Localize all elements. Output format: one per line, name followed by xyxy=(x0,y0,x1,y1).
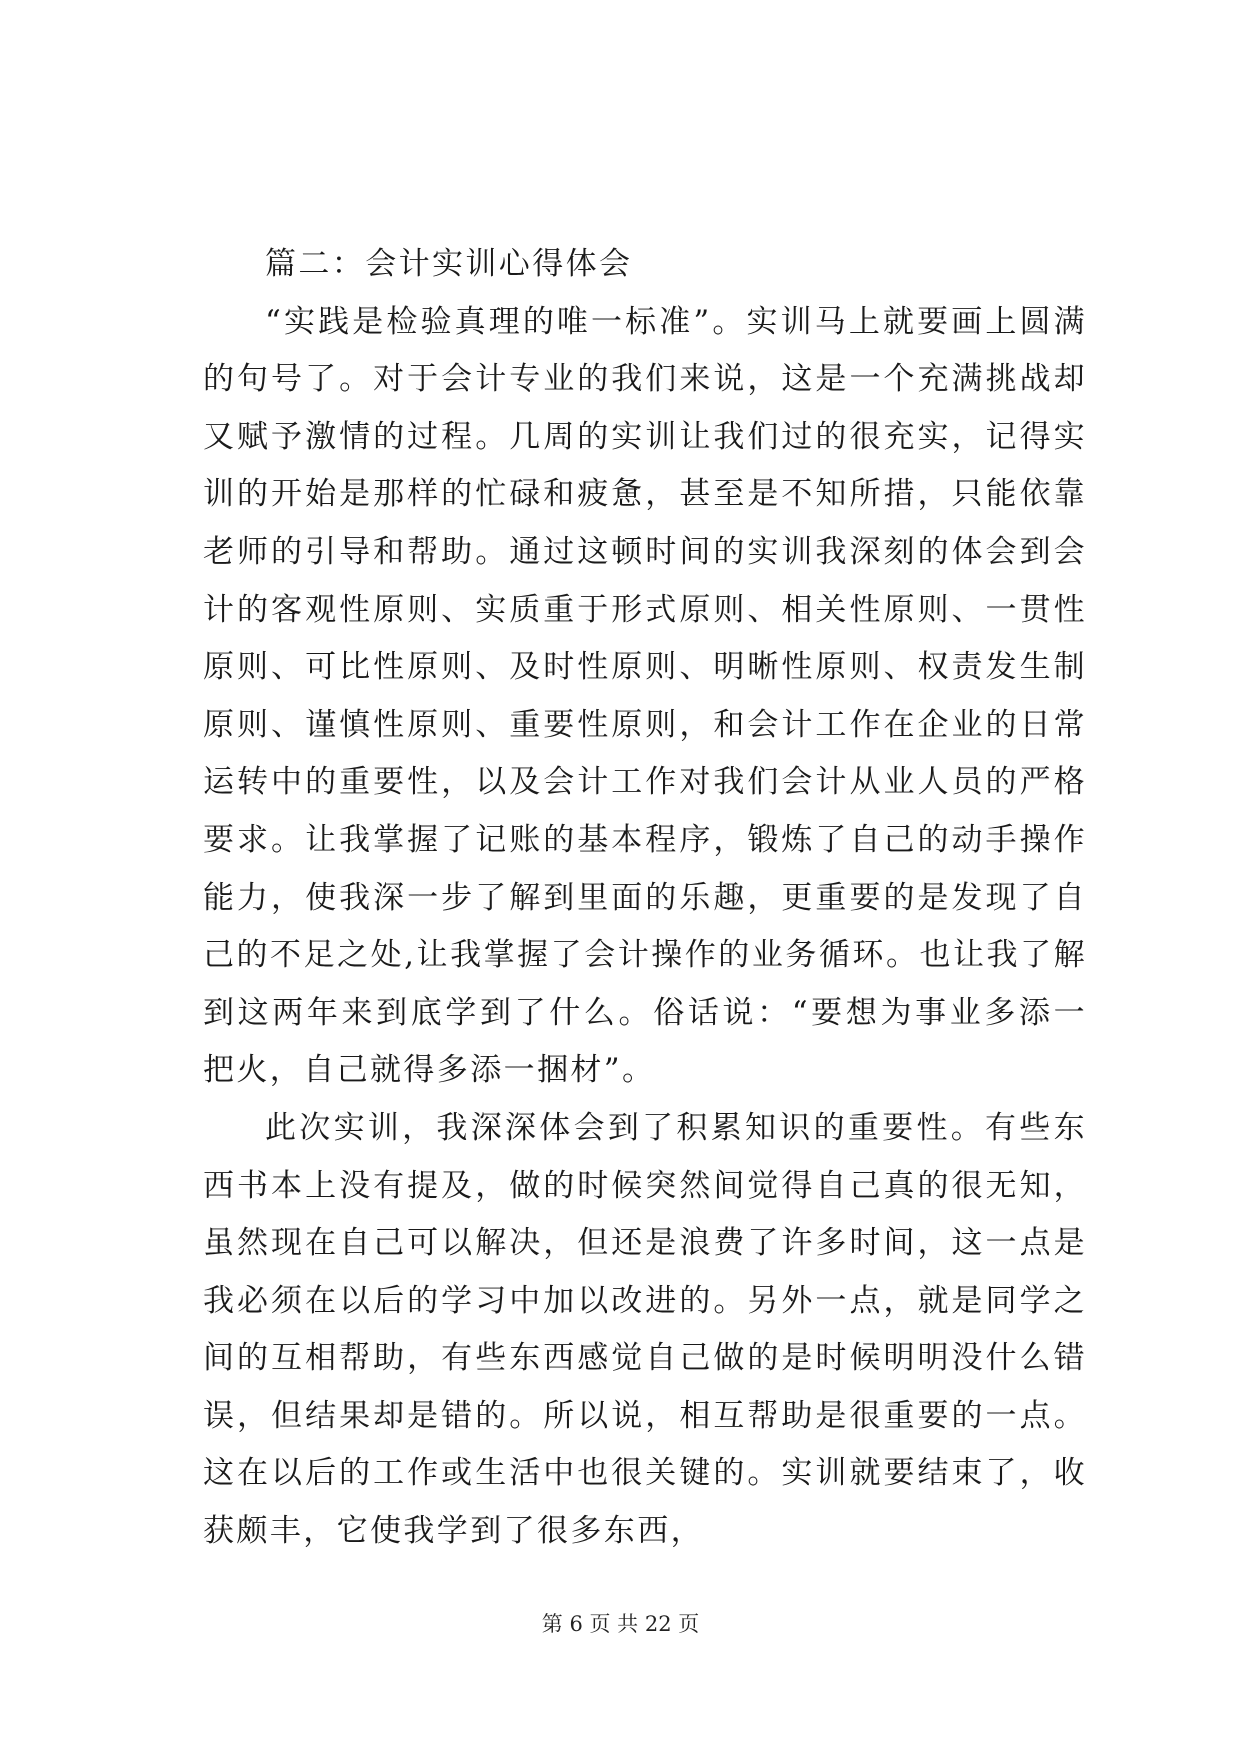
paragraph: “实践是检验真理的唯一标准”。实训马上就要画上圆满的句号了。对于会计专业的我们来说，这是一个充满挑战却又赋予激情的过程。几周的实训让我们过的很充实，记得实训的开始是那样的忙碌和疲惫，甚至是不知所措，只能依靠老师的引导和帮助。通过这顿时间的实训我深刻的体会到会计的客观性原则、实质重于形式原则、相关性原则、一贯性原则、可比性原则、及时性原则、明晰性原则、权责发生制原则、谨慎性原则、重要性原则，和会计工作在企业的日常运转中的重要性，以及会计工作对我们会计从业人员的严格要求。让我掌握了记账的基本程序，锻炼了自己的动手操作能力，使我深一步了解到里面的乐趣，更重要的是发现了自己的不足之处,让我掌握了会计操作的业务循环。也让我了解到这两年来到底学到了什么。俗话说：“要想为事业多添一把火，自己就得多添一捆材”。 xyxy=(203,303,1087,1089)
document-body xyxy=(203,294,1087,1561)
section-heading: 篇二：会计实训心得体会 xyxy=(265,246,633,282)
page-number-footer: 第 6 页 共 22 页 xyxy=(541,1612,700,1636)
paragraph: 此次实训，我深深体会到了积累知识的重要性。有些东西书本上没有提及，做的时候突然间觉得自己真的很无知，虽然现在自己可以解决，但还是浪费了许多时间，这一点是我必须在以后的学习中加以改进的。另外一点，就是同学之间的互相帮助，有些东西感觉自己做的是时候明明没什么错误，但结果却是错的。所以说，相互帮助是很重要的一点。这在以后的工作或生活中也很关键的。实训就要结束了，收获颇丰，它使我学到了很多东西， xyxy=(203,1109,1087,1550)
